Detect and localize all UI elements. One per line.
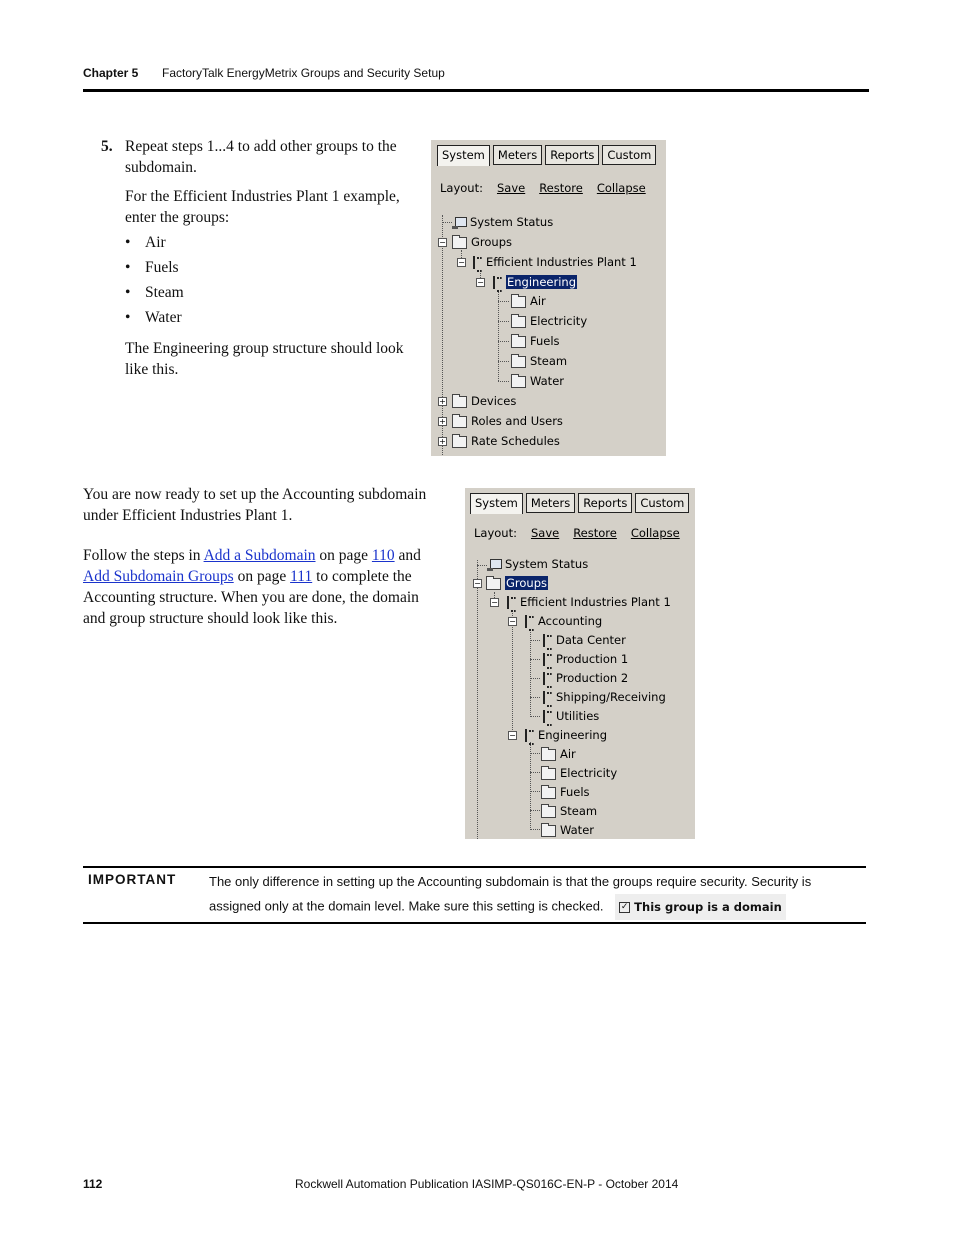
tree-node-system-status[interactable]: System Status [452,214,553,230]
layout-save-link[interactable]: Save [496,181,526,195]
collapse-toggle[interactable]: − [458,258,465,267]
tree-node-electricity[interactable]: Electricity [541,765,617,781]
folder-icon [541,825,556,837]
step-example: For the Efficient Industries Plant 1 example, enter the groups: [125,188,400,226]
collapse-toggle[interactable]: − [439,238,446,247]
tree-node-air[interactable]: Air [541,746,576,762]
tree-node-groups[interactable]: Groups [486,575,548,591]
group-icon [543,634,552,647]
tree-node-shipping[interactable]: Shipping/Receiving [543,689,666,705]
layout-collapse-link[interactable]: Collapse [630,526,680,540]
list-item: • Steam [125,280,421,305]
tree-node-air[interactable]: Air [511,293,546,309]
expand-toggle[interactable]: + [439,417,446,426]
tab-system[interactable]: System [470,493,523,514]
tab-system[interactable]: System [437,145,490,166]
folder-icon [541,768,556,780]
tree-node-production-1[interactable]: Production 1 [543,651,628,667]
tree-node-rates[interactable]: Rate Schedules [452,433,560,449]
tab-custom[interactable]: Custom [602,145,656,165]
tree-node-devices[interactable]: Devices [452,393,516,409]
expand-toggle[interactable]: + [439,397,446,406]
step-5 [101,136,421,388]
list-item: • Water [125,305,421,330]
page-number: 112 [83,1177,103,1191]
group-icon [473,256,482,269]
header-rule [83,89,869,92]
follow-paragraph: Follow the steps in Add a Subdomain on page 110 and Add Subdomain Groups on page 111 to complete the Accounting structure. When you are done, the domain and group structure should look like this. [83,547,421,627]
folder-icon [511,336,526,348]
checkbox-checked-icon: ✓ [620,902,629,912]
tree-node-water[interactable]: Water [541,822,594,838]
important-text: The only difference in setting up the Accounting subdomain is that the groups require security. Security is assigned only at the domain level. Make sure this setting is checked. ✓ This group is a domain [209,870,864,920]
publication-info: Rockwell Automation Publication IASIMP-QS016C-EN-P - October 2014 [295,1177,679,1191]
tree-node-engineering[interactable]: Engineering [525,727,607,743]
tree-screenshot-engineering [431,140,666,456]
tab-custom[interactable]: Custom [635,493,689,513]
system-status-icon [452,217,466,229]
layout-label: Layout: [440,181,483,195]
group-icon [543,710,552,723]
tree-node-system-status[interactable]: System Status [487,556,588,572]
tab-reports[interactable]: Reports [578,493,632,513]
important-label: IMPORTANT [88,872,177,887]
folder-icon [511,296,526,308]
group-icon [543,691,552,704]
layout-label: Layout: [474,526,517,540]
group-icon [543,672,552,685]
folder-icon [452,436,467,448]
add-subdomain-link[interactable]: Add a Subdomain [203,547,316,564]
tree-node-steam[interactable]: Steam [541,803,597,819]
callout-bottom-rule [83,922,866,924]
tree-node-accounting[interactable]: Accounting [525,613,602,629]
group-list [125,230,421,330]
tree-node-plant[interactable]: Efficient Industries Plant 1 [507,594,671,610]
group-icon [543,653,552,666]
folder-open-icon [452,237,467,249]
folder-icon [541,787,556,799]
tree-node-groups[interactable]: Groups [452,234,512,250]
layout-restore-link[interactable]: Restore [573,526,617,540]
folder-icon [511,316,526,328]
tree-node-roles[interactable]: Roles and Users [452,413,563,429]
step-closing: The Engineering group structure should look like this. [125,340,404,378]
callout-top-rule [83,866,866,868]
collapse-toggle[interactable]: − [477,278,484,287]
tree-node-steam[interactable]: Steam [511,353,567,369]
page-111-link[interactable]: 111 [290,568,313,585]
accounting-instructions [83,484,443,648]
step-number: 5. [101,138,113,155]
folder-open-icon [486,578,501,590]
list-item: • Fuels [125,255,421,280]
add-subdomain-groups-link[interactable]: Add Subdomain Groups [83,568,234,585]
page-110-link[interactable]: 110 [371,547,395,564]
layout-save-link[interactable]: Save [530,526,560,540]
folder-icon [511,376,526,388]
system-status-icon [487,559,501,571]
step-intro: Repeat steps 1...4 to add other groups to the subdomain. [125,138,397,176]
layout-collapse-link[interactable]: Collapse [596,181,646,195]
tab-meters[interactable]: Meters [526,493,575,513]
expand-toggle[interactable]: + [439,437,446,446]
ready-paragraph: You are now ready to set up the Accounting subdomain under Efficient Industries Plant 1. [83,486,427,524]
group-icon [525,615,534,628]
folder-icon [541,749,556,761]
layout-restore-link[interactable]: Restore [539,181,583,195]
tree-node-data-center[interactable]: Data Center [543,632,626,648]
collapse-toggle[interactable]: − [509,731,516,740]
tree-screenshot-accounting [465,488,695,839]
group-icon [493,276,502,289]
tree-node-utilities[interactable]: Utilities [543,708,599,724]
tree-node-production-2[interactable]: Production 2 [543,670,628,686]
folder-icon [452,416,467,428]
folder-icon [541,806,556,818]
group-icon [525,729,534,742]
tree-node-fuels[interactable]: Fuels [511,333,560,349]
domain-checkbox-image: ✓ This group is a domain [615,894,786,920]
collapse-toggle[interactable]: − [491,598,498,607]
folder-icon [452,396,467,408]
tree-node-electricity[interactable]: Electricity [511,313,587,329]
collapse-toggle[interactable]: − [474,579,481,588]
tab-meters[interactable]: Meters [493,145,542,165]
list-item: • Air [125,230,421,255]
tree-node-fuels[interactable]: Fuels [541,784,590,800]
chapter-title: FactoryTalk EnergyMetrix Groups and Security Setup [162,66,445,80]
tab-reports[interactable]: Reports [545,145,599,165]
collapse-toggle[interactable]: − [509,617,516,626]
tree-node-engineering[interactable]: Engineering [493,274,577,290]
chapter-label: Chapter 5 [83,66,139,80]
tree-node-water[interactable]: Water [511,373,564,389]
tree-node-plant[interactable]: Efficient Industries Plant 1 [473,254,637,270]
group-icon [507,596,516,609]
folder-icon [511,356,526,368]
